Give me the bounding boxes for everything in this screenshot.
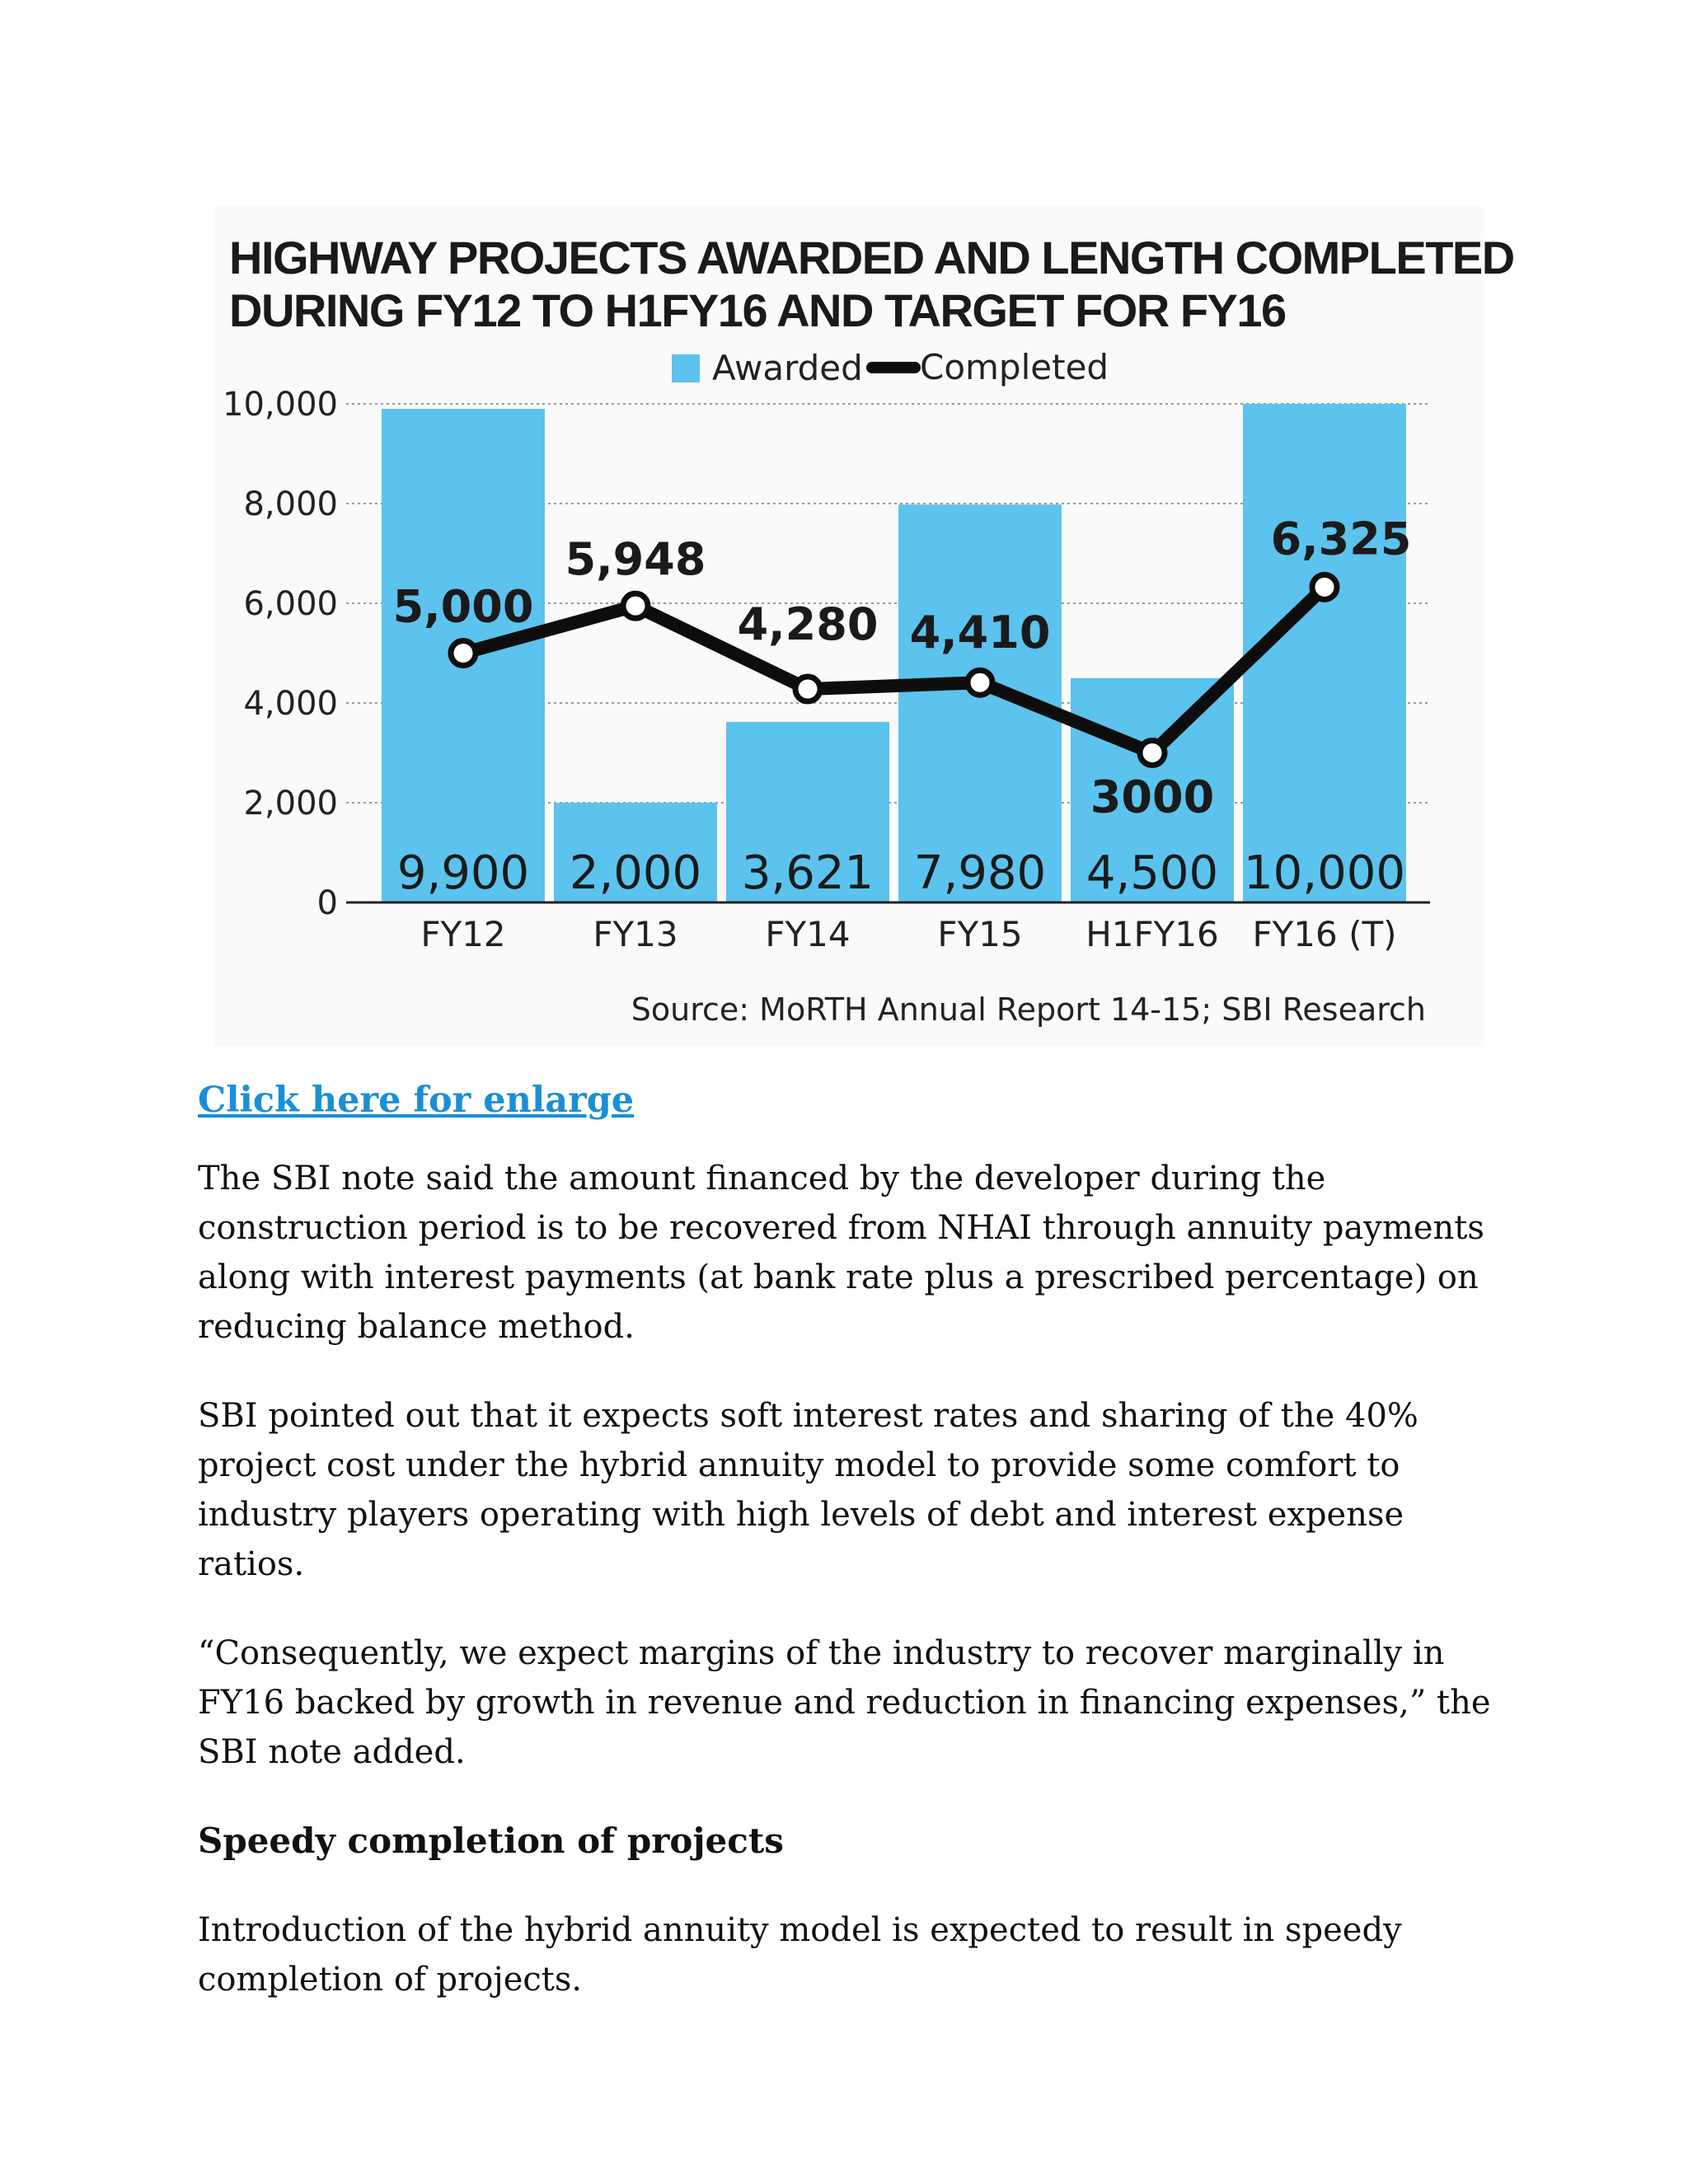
paragraph-4: Introduction of the hybrid annuity model is expected to result in speedy completion of projects.: [198, 1911, 1402, 1999]
completed-value-label: 5,948: [565, 533, 706, 586]
y-tick-label-2000: 2,000: [243, 785, 338, 823]
chart: [0, 0, 1688, 1071]
x-tick-label: H1FY16: [1085, 914, 1219, 954]
x-tick-label: FY16 (T): [1252, 914, 1397, 954]
paragraph-2: SBI pointed out that it expects soft interest rates and sharing of the 40% project cost under the hybrid annuity model to provide some comfort to industry players operating with high levels of debt and interest expense ratios.: [198, 1397, 1418, 1583]
chart-title-line2: DURING FY12 TO H1FY16 AND TARGET FOR FY16: [229, 284, 1286, 336]
y-tick-label-6000: 6,000: [243, 585, 338, 623]
bar-value-label: 2,000: [569, 846, 702, 900]
completed-point: [968, 670, 992, 695]
bar-awarded-fy16-t-: [1243, 404, 1406, 902]
enlarge-link[interactable]: Click here for enlarge: [198, 1080, 635, 1121]
bar-value-label: 10,000: [1244, 846, 1405, 900]
completed-value-label: 6,325: [1270, 513, 1412, 565]
article: [198, 1080, 1517, 2044]
chart-title-line1: HIGHWAY PROJECTS AWARDED AND LENGTH COMPLETED: [229, 232, 1514, 284]
bar-value-label: 7,980: [913, 846, 1047, 900]
completed-value-label: 3000: [1090, 771, 1215, 823]
x-tick-label: FY12: [420, 914, 506, 954]
paragraph-3: “Consequently, we expect margins of the industry to recover marginally in FY16 backed by growth in revenue and reduction in financing expenses,” the SBI note added.: [198, 1634, 1491, 1771]
y-tick-label-0: 0: [316, 884, 338, 922]
completed-point: [451, 641, 476, 666]
x-tick-label: FY14: [765, 914, 851, 954]
bar-value-label: 9,900: [396, 846, 530, 900]
completed-point: [795, 677, 820, 701]
bar-value-label: 4,500: [1085, 846, 1219, 900]
legend-awarded-label: Awarded: [712, 348, 863, 388]
completed-point: [623, 593, 648, 618]
completed-value-label: 4,410: [909, 607, 1051, 659]
completed-value-label: 4,280: [737, 598, 879, 651]
completed-point: [1140, 741, 1165, 766]
x-tick-label: FY15: [937, 914, 1023, 954]
paragraph-1: The SBI note said the amount financed by the developer during the construction period is to be recovered from NHAI through annuity payments along with interest payments (at bank rate plus a prescribed percentage) on reducing balance method.: [198, 1160, 1484, 1346]
x-tick-label: FY13: [593, 914, 678, 954]
y-tick-label-8000: 8,000: [243, 485, 338, 523]
subheading: Speedy completion of projects: [198, 1821, 784, 1861]
y-tick-label-4000: 4,000: [243, 685, 338, 723]
y-tick-label-10000: 10,000: [223, 386, 338, 424]
legend-awarded-swatch: [672, 354, 700, 382]
chart-source: Source: MoRTH Annual Report 14-15; SBI Research: [631, 991, 1426, 1028]
completed-point: [1312, 574, 1337, 599]
legend-completed-label: Completed: [920, 347, 1109, 387]
completed-value-label: 5,000: [392, 580, 534, 633]
bar-value-label: 3,621: [741, 846, 874, 900]
